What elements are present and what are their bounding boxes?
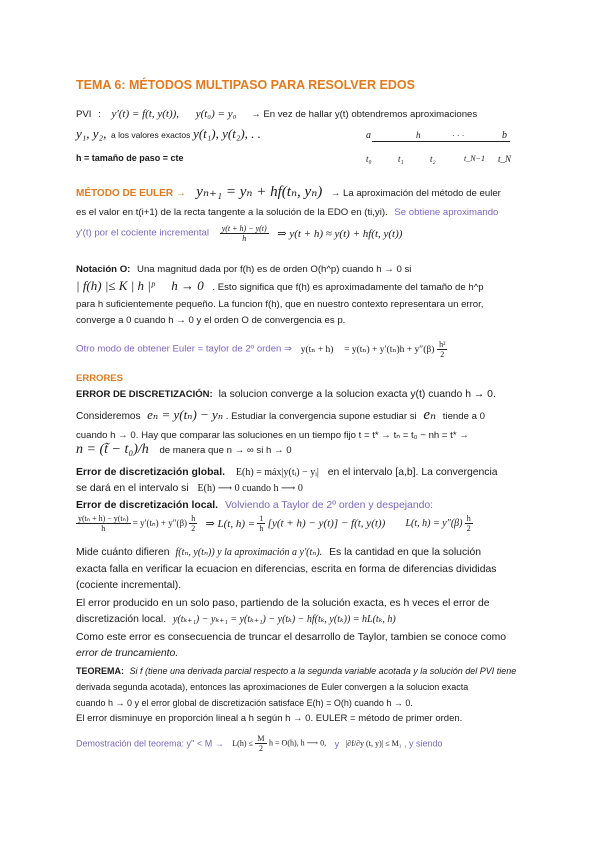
euler-desc-approx: Se obtiene aproximando — [394, 207, 499, 218]
local-error-formula — [76, 514, 473, 533]
global-error-formula: E(h) = máx|y(tᵢ) − yᵢ| — [235, 467, 319, 478]
demonstration-text: Demostración del teorema: y'' < M → — [76, 738, 224, 749]
local-error-text: Volviendo a Taylor de 2º orden y despejando: — [224, 500, 434, 511]
demo-y: y — [334, 738, 340, 749]
local-bracket: [y(t + h) − y(t)] − f(t, y(t)) — [267, 517, 386, 530]
consider-line — [76, 409, 485, 423]
local-error-line — [76, 499, 433, 512]
grid-h-label: h — [416, 130, 421, 140]
euler-heading: MÉTODO DE EULER → — [76, 188, 186, 199]
notation-line2 — [76, 280, 484, 294]
consider-end: tiende a 0 — [442, 411, 485, 422]
notation-line4: converge a 0 cuando h → 0 y el orden O de convergencia es p. — [76, 315, 346, 326]
theorem-line3: cuando h → 0 y el error global de discretización satisface E(h) = O(h) cuando h → 0. — [76, 698, 413, 708]
demo-bound: L(h) ≤ — [232, 738, 253, 748]
local-2b: 2 — [466, 524, 471, 533]
taylor-frac-num: h² — [439, 340, 446, 349]
demo-2: 2 — [258, 744, 263, 753]
notation-text: Una magnitud dada por f(h) es de orden O(h^p) cuando h → 0 si — [137, 264, 412, 275]
grid-t0: t₀ — [366, 154, 372, 164]
euler-result: ⇒ y(t + h) ≈ y(t) + hf(t, y(t)) — [277, 227, 403, 240]
single-step-line: El error producido en un solo paso, partiendo de la solución exacta, es h veces el error de — [76, 598, 490, 609]
local-quotient — [76, 514, 131, 533]
local-eq: = y′(tₙ) + y″(β) — [132, 518, 188, 528]
global-convergence-formula: E(h) ⟶ 0 cuando h ⟶ 0 — [197, 483, 303, 494]
pvi-label: PVI — [76, 109, 92, 120]
euler-formula: yₙ₊₁ = yₙ + hf(tₙ, yₙ) — [196, 184, 323, 200]
quotient-numerator: y(t + h) − y(t) — [221, 224, 267, 233]
n-definition-line — [76, 444, 292, 457]
local-discretization-formula: y(tₖ₊₁) − yₖ₊₁ = y(tₖ₊₁) − y(tₖ) − hf(tₖ, y(tₖ)) = hL(tₖ, h) — [172, 614, 396, 625]
pvi-colon: : — [98, 109, 101, 120]
grid-t1: t₁ — [398, 154, 404, 164]
taylor-line — [76, 340, 447, 359]
euler-desc: → La aproximación del método de euler — [330, 188, 501, 199]
euler-desc-line3 — [76, 224, 402, 243]
incremental-quotient — [220, 224, 269, 243]
n-text: de manera que n → ∞ si h → 0 — [159, 445, 292, 456]
taylor-formula-lhs: y(tₙ + h) — [300, 344, 334, 355]
truncation-line: Como este error es consecuencia de truncar el desarrollo de Taylor, tambien se conoce como — [76, 632, 507, 643]
local-discretization-line — [76, 613, 396, 626]
mide-line2: exacta falla en verificar la ecuacion en diferencias, escrita en forma de diferencias divididas — [76, 564, 497, 575]
theorem-line2: derivada segunda acotada), entonces las aproximaciones de Euler convergen a la solucion exacta — [76, 682, 469, 692]
discretization-line — [76, 388, 496, 401]
grid-a-label: a — [366, 130, 371, 141]
demo-M: M — [257, 734, 265, 743]
notation-line1 — [76, 264, 528, 276]
demo-fraction — [255, 734, 266, 753]
grid-b-label: b — [502, 130, 507, 141]
taylor-frac-den: 2 — [440, 350, 445, 359]
mide-line3: (cociente incremental). — [76, 580, 182, 591]
mide-text-end: Es la cantidad en que la solución — [329, 547, 482, 558]
global-error-label: Error de discretización global. — [76, 467, 225, 478]
quotient-denominator: h — [242, 234, 247, 243]
taylor-fraction — [437, 340, 447, 359]
local-h: h — [191, 514, 196, 523]
step-size-definition: h = tamaño de paso = cte — [76, 153, 184, 163]
grid-tN-1: t_N−1 — [464, 154, 485, 163]
mide-formula: f(tₙ, y(tₙ)) y la aproximación a y′(tₙ). — [175, 547, 323, 558]
grid-tN: t_N — [498, 154, 512, 164]
demonstration-line — [76, 734, 443, 753]
mide-line — [76, 546, 481, 559]
pvi-line — [76, 108, 477, 121]
local-one-over-h — [257, 514, 265, 533]
local-h2: h — [466, 514, 471, 523]
local-2: 2 — [191, 524, 196, 533]
local-quotient-den: h — [101, 524, 106, 533]
demo-order: h = O(h), h ⟶ 0, — [269, 738, 327, 748]
euler-quotient-text: y'(t) por el cociente incremental — [76, 227, 210, 239]
global-error-line — [76, 466, 498, 479]
euler-desc-tangent: es el valor en t(i+1) de la recta tangente a la solución de la EDO en (ti,yi). — [76, 207, 388, 218]
fixed-time-line: cuando h → 0. Hay que comparar las soluciones en un tiempo fijo t = t* → tₙ = t₀ − nh = t* → — [76, 430, 469, 441]
euler-line — [76, 182, 501, 201]
notation-desc: . Esto significa que f(h) es aproximadamente del tamaño de h^p — [212, 282, 484, 293]
local-one: 1 — [259, 514, 264, 523]
theorem-text1: Si f (tiene una derivada parcial respecto a la segunda variable acotada y la solución del PVI tiene — [129, 666, 517, 676]
n-formula: n = (t̃ − t₀)/h — [76, 442, 149, 457]
local-h-half — [189, 514, 197, 533]
grid-dots: · · · — [452, 131, 465, 140]
local-error-label: Error de discretización local. — [76, 500, 219, 511]
errors-heading: ERRORES — [76, 373, 123, 384]
consider-label: Consideremos — [76, 411, 141, 422]
local-L: ⇒ L(t, h) = — [205, 518, 256, 530]
taylor-text: Otro modo de obtener Euler = taylor de 2º orden ⇒ — [76, 343, 293, 355]
pvi-initial-condition: y(t₀) = y₀ — [195, 108, 237, 120]
pvi-equation: y′(t) = f(t, y(t)), — [111, 108, 180, 120]
exact-values: y(t₁), y(t₂), . . — [193, 126, 261, 141]
local-discretization-text: discretización local. — [76, 614, 167, 625]
notation-label: Notación O: — [76, 264, 131, 275]
demo-partial: |∂f/∂y (t, y)| ≤ M₁ — [345, 738, 402, 748]
theorem-line1 — [76, 665, 516, 677]
local-h-half-2 — [465, 514, 473, 533]
theorem-line4: El error disminuye en proporción lineal a h según h → 0. EULER = método de primer orden. — [76, 713, 463, 724]
global-convergence-text: se dará en el intervalo si — [76, 483, 189, 494]
taylor-formula-rhs: = y(tₙ) + y′(tₙ)h + y″(β) — [344, 344, 435, 355]
page-title: TEMA 6: MÉTODOS MULTIPASO PARA RESOLVER EDOS — [76, 78, 415, 92]
exact-values-label: a los valores exactos — [111, 130, 191, 140]
mide-text: Mide cuánto difieren — [76, 547, 170, 558]
grid-diagram — [366, 130, 516, 170]
local-hh: h — [259, 524, 264, 533]
notation-h-limit: h → 0 — [171, 278, 204, 293]
global-convergence-line — [76, 482, 303, 495]
error-en: eₙ — [423, 407, 437, 423]
discretization-label: ERROR DE DISCRETIZACIÓN: — [76, 389, 213, 400]
local-L2: L(t, h) = y″(β) — [405, 518, 463, 529]
demo-end: , y siendo — [404, 738, 443, 749]
grid-axis-line — [372, 141, 510, 142]
consider-text: . Estudiar la convergencia supone estudiar si — [225, 411, 417, 422]
local-quotient-num: y(tₙ + h) − y(tₙ) — [78, 514, 129, 523]
global-error-text: en el intervalo [a,b]. La convergencia — [327, 467, 498, 478]
truncation-term: error de truncamiento. — [76, 648, 179, 659]
pvi-approx-line — [76, 128, 261, 142]
notation-condition: | f(h) |≤ K | h |ᵖ — [76, 278, 155, 293]
pvi-description: → En vez de hallar y(t) obtendremos aproximaciones — [251, 109, 478, 120]
theorem-label: TEOREMA: — [76, 666, 124, 676]
approx-values: y₁, y₂, — [76, 126, 107, 141]
grid-t2: t₂ — [430, 154, 436, 164]
discretization-text: la solucion converge a la solucion exacta y(t) cuando h → 0. — [218, 389, 496, 400]
euler-desc-line2 — [76, 207, 498, 219]
notation-line3: para h suficientemente pequeño. La funcion f(h), que en nuestro contexto representara un error, — [76, 299, 484, 310]
error-definition: eₙ = y(tₙ) − yₙ — [147, 407, 224, 422]
